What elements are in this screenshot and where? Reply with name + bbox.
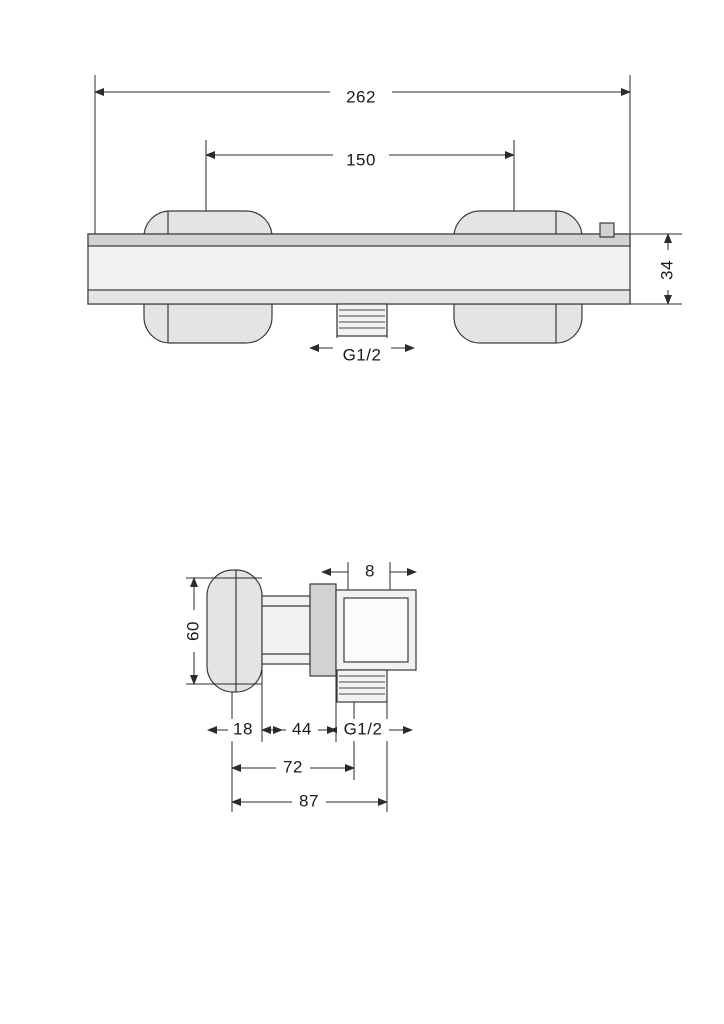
front-side-outlet-nub (600, 223, 614, 237)
dim-label-60: 60 (183, 621, 203, 641)
front-outlet-body (337, 304, 387, 336)
dim-label-262: 262 (346, 87, 376, 107)
dim-label-g12-side: G1/2 (343, 719, 383, 739)
side-outlet-body (337, 670, 387, 702)
side-body-inner (344, 598, 408, 662)
dim-label-g12-front: G1/2 (342, 345, 382, 365)
side-collar (310, 584, 336, 676)
dim-label-72: 72 (283, 757, 303, 777)
dim-label-150: 150 (346, 150, 376, 170)
side-view-group (182, 561, 416, 813)
front-view-group (88, 75, 682, 364)
dim-label-34: 34 (657, 260, 677, 280)
dim-label-8: 8 (365, 561, 375, 581)
dim-label-18: 18 (233, 719, 253, 739)
dim-label-44: 44 (292, 719, 312, 739)
side-handle-cap (207, 570, 262, 692)
front-body-top-band (88, 234, 630, 246)
dim-label-87: 87 (299, 791, 319, 811)
front-body-bottom-band (88, 290, 630, 304)
